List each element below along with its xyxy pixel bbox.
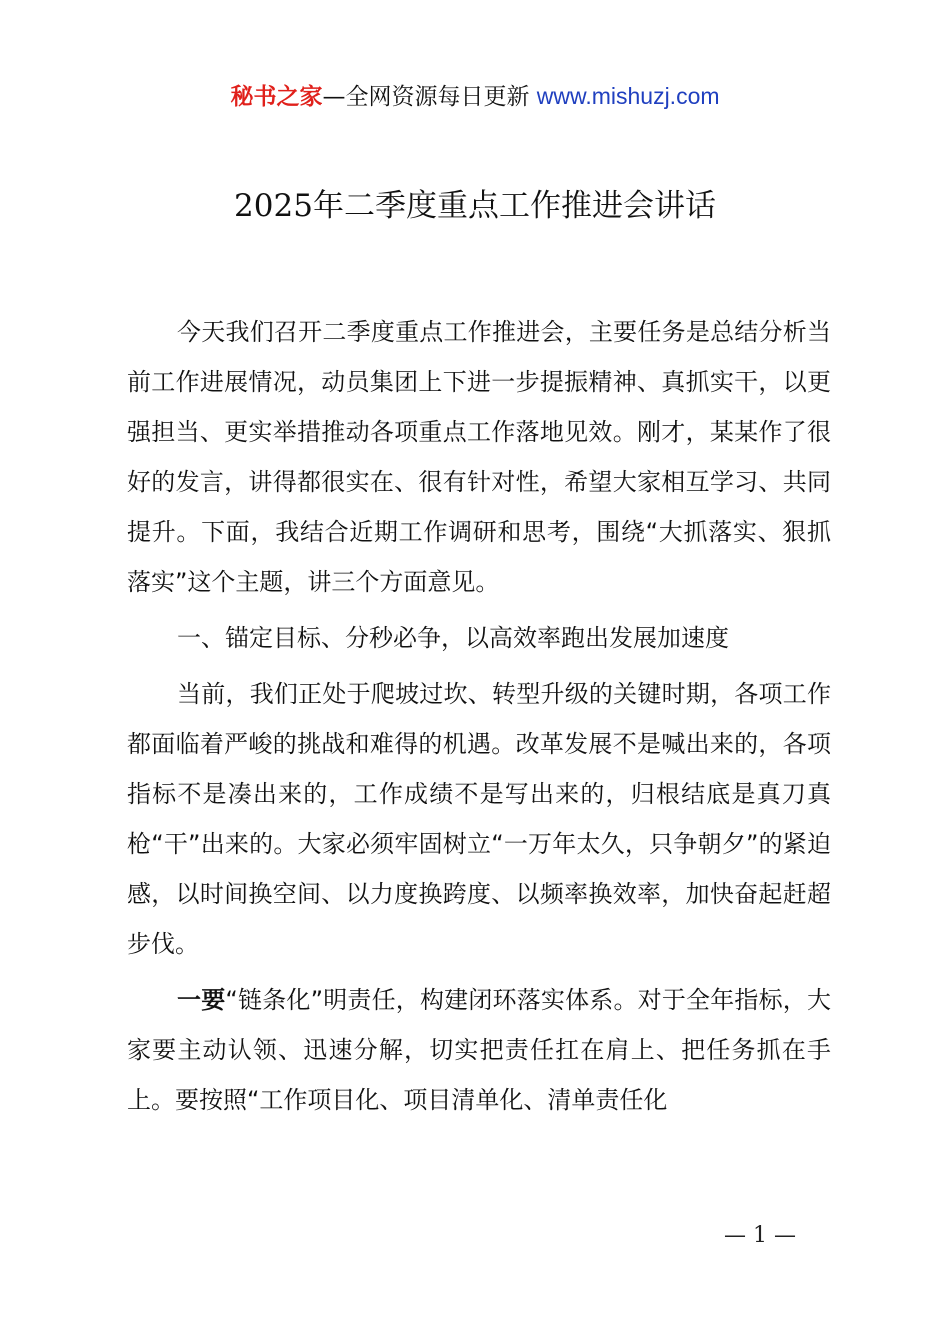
page-number: — 1 — <box>724 1223 796 1248</box>
section-heading-1: 一、锚定目标、分秒必争，以高效率跑出发展加速度 <box>177 624 729 652</box>
banner-url[interactable]: www.mishuzj.com <box>536 83 720 109</box>
point-text: “链条化”明责任，构建闭环落实体系。对于全年指标，大家要主动认领、迅速分解，切实把责任扛在肩上、把任务抓在手上。要按照“工作项目化、项目清单化、清单责任化 <box>127 986 832 1114</box>
document-body <box>127 307 831 1131</box>
paragraph-section-1: 当前，我们正处于爬坡过坎、转型升级的关键时期，各项工作都面临着严峻的挑战和难得的机遇。改革发展不是喊出来的，各项指标不是凑出来的，工作成绩不是写出来的，归根结底是真刀真枪“干”出来的。大家必须牢固树立“一万年太久，只争朝夕”的紧迫感，以时间换空间、以力度换跨度、以频率换效率，加快奋起赶超步伐。 <box>127 680 831 958</box>
paragraph-intro: 今天我们召开二季度重点工作推进会，主要任务是总结分析当前工作进展情况，动员集团上下进一步提振精神、真抓实干，以更强担当、更实举措推动各项重点工作落地见效。刚才，某某作了很好的发言，讲得都很实在、很有针对性，希望大家相互学习、共同提升。下面，我结合近期工作调研和思考，围绕“大抓落实、狠抓落实”这个主题，讲三个方面意见。 <box>127 318 831 596</box>
banner-slogan: —全网资源每日更新 <box>322 84 530 110</box>
paragraph-point-1 <box>127 975 831 1125</box>
point-lead: 一要 <box>177 986 226 1014</box>
banner-brand: 秘书之家 <box>230 84 323 110</box>
document-title: 2025年二季度重点工作推进会讲话 <box>234 188 716 224</box>
site-banner <box>0 80 950 113</box>
